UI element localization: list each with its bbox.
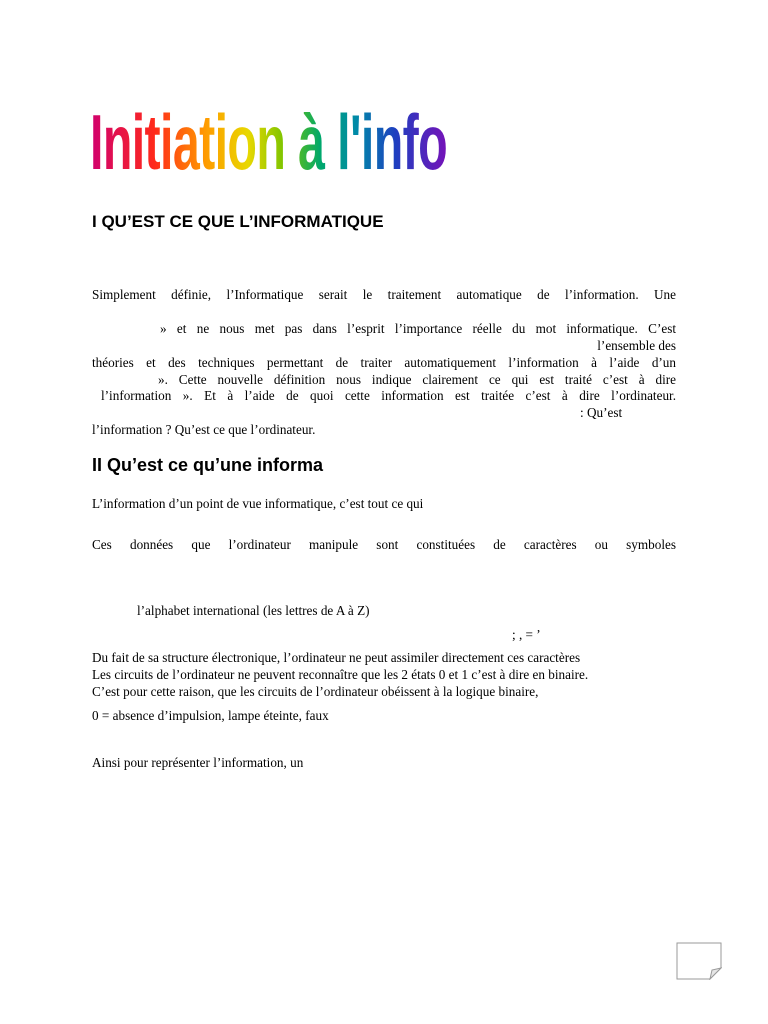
page-curl-icon <box>676 942 722 980</box>
section-2-line-1: L’information d’un point de vue informatique, c’est tout ce qui <box>92 496 424 511</box>
section-1-line-8: l’information ? Qu’est ce que l’ordinateur. <box>92 422 316 437</box>
section-1-line-7: : Qu’est <box>580 405 623 420</box>
section-1-line-5: ». Cette nouvelle définition nous indique clairement ce qui est traité c’est à dire <box>158 372 676 387</box>
section-1-heading: I QU’EST CE QUE L’INFORMATIQUE <box>92 212 384 231</box>
section-1-line-6: l’information ». Et à l’aide de quoi cette information est traitée c’est à dire l’ordinateur. <box>101 388 676 403</box>
section-2-heading: II Qu’est ce qu’une informa <box>92 455 324 475</box>
section-1-line-1: Simplement définie, l’Informatique serait le traitement automatique de l’information. Une <box>92 287 676 302</box>
document-title: Initiation à l'informatique <box>90 92 450 202</box>
section-2-line-5: Du fait de sa structure électronique, l’ordinateur ne peut assimiler directement ces caractères <box>92 650 581 665</box>
section-2-line-4: ; , = ’ <box>512 627 541 642</box>
section-2-line-2: Ces données que l’ordinateur manipule sont constituées de caractères ou symboles <box>92 537 676 552</box>
section-2-line-7: C’est pour cette raison, que les circuits de l’ordinateur obéissent à la logique binaire, <box>92 684 539 699</box>
section-1-line-4: théories et des techniques permettant de traiter automatiquement l’information à l’aide d’un <box>92 355 676 370</box>
section-2-line-6: Les circuits de l’ordinateur ne peuvent reconnaître que les 2 états 0 et 1 c’est à dire en binaire. <box>92 667 589 682</box>
section-2-line-3: l’alphabet international (les lettres de A à Z) <box>137 603 370 618</box>
section-2-line-9: Ainsi pour représenter l’information, un <box>92 755 304 770</box>
section-1-line-3: l’ensemble des <box>597 338 676 353</box>
section-2-line-8: 0 = absence d’impulsion, lampe éteinte, faux <box>92 708 329 723</box>
section-1-line-2: » et ne nous met pas dans l’esprit l’importance réelle du mot informatique. C’est <box>160 321 676 336</box>
